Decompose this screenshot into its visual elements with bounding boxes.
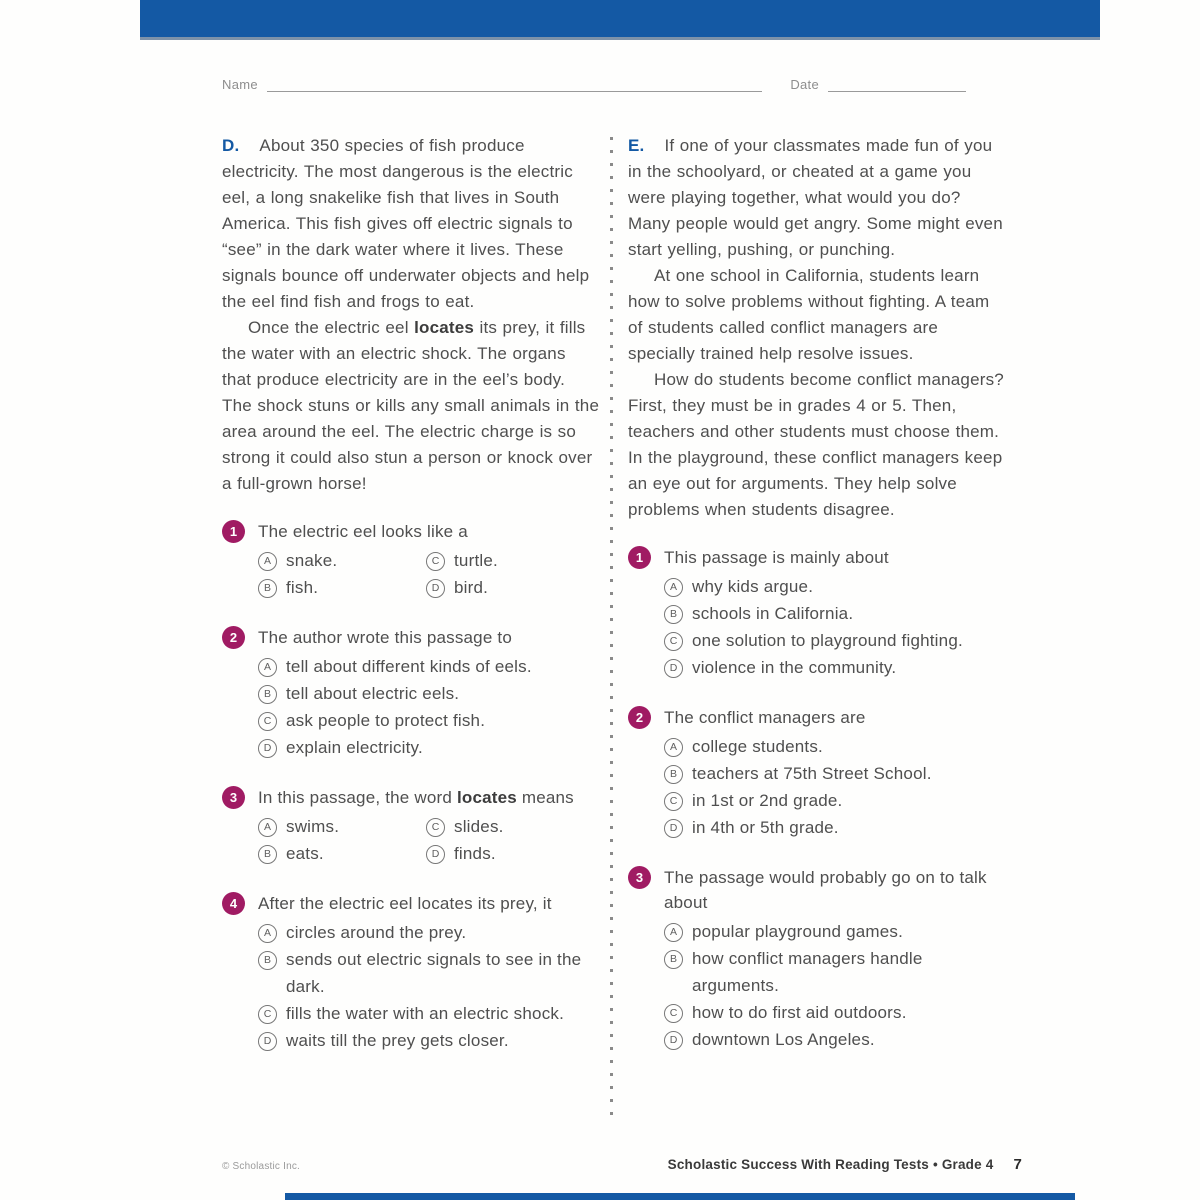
option-d [426, 574, 600, 601]
date-label: Date [790, 77, 819, 92]
option-letter-circle: B [664, 605, 683, 624]
date-blank-line [828, 76, 966, 92]
option-letter-circle: A [258, 924, 277, 943]
question-prompt: The electric eel looks like a [258, 522, 468, 541]
option-text: violence in the community. [692, 658, 897, 677]
option-a [664, 733, 1004, 760]
option-b [258, 946, 600, 1000]
option-b [664, 945, 1004, 999]
option-letter-circle: A [258, 552, 277, 571]
option-b [258, 840, 426, 867]
option-letter-circle: B [258, 951, 277, 970]
name-label: Name [222, 77, 258, 92]
option-text: waits till the prey gets closer. [286, 1031, 509, 1050]
option-a [258, 547, 426, 574]
section-letter: E. [628, 136, 645, 155]
option-letter-circle: C [664, 792, 683, 811]
option-letter-circle: D [426, 579, 445, 598]
option-d [664, 654, 1004, 681]
option-text: circles around the prey. [286, 923, 467, 942]
option-letter-circle: D [426, 845, 445, 864]
option-c [258, 707, 600, 734]
option-b [258, 574, 426, 601]
option-letter-circle: C [258, 712, 277, 731]
passage-paragraph: D. About 350 species of fish produce electricity. The most dangerous is the electric eel, a long snakelike fish that lives in South America. This fish gives off electric signals to “see” in the dark water where it lives. These signals bounce off underwater objects and help the eel find fish and frogs to eat. [222, 136, 590, 311]
option-text: eats. [286, 844, 324, 863]
option-letter-circle: B [664, 765, 683, 784]
question-1 [222, 519, 600, 601]
option-a [258, 919, 600, 946]
option-letter-circle: B [258, 685, 277, 704]
option-d [258, 734, 600, 761]
passage-paragraph: At one school in California, students learn how to solve problems without fighting. A team of students called conflict managers are specially trained help resolve issues. [628, 266, 990, 363]
option-text: college students. [692, 737, 823, 756]
option-text: downtown Los Angeles. [692, 1030, 875, 1049]
option-b [258, 680, 600, 707]
option-text: slides. [454, 817, 504, 836]
option-text: in 1st or 2nd grade. [692, 791, 843, 810]
option-d [426, 840, 600, 867]
question-4 [222, 891, 600, 1054]
option-text: bird. [454, 578, 489, 597]
question-1 [628, 545, 1004, 681]
question-prompt: After the electric eel locates its prey, it [258, 894, 552, 913]
question-prompt: The passage would probably go on to talk about [664, 868, 987, 912]
passage-paragraph: Once the electric eel locates its prey, it fills the water with an electric shock. The organs that produce electricity are in the eel’s body. The shock stuns or kills any small animals in the area around the eel. The electric charge is so strong it could also stun a person or knock over a full-grown horse! [222, 318, 600, 493]
question-number-badge: 3 [628, 866, 651, 889]
option-letter-circle: B [258, 845, 277, 864]
option-letter-circle: B [664, 950, 683, 969]
option-letter-circle: D [258, 1032, 277, 1051]
option-letter-circle: A [258, 818, 277, 837]
option-letter-circle: C [426, 552, 445, 571]
content-columns [222, 133, 1004, 1122]
option-text: ask people to protect fish. [286, 711, 486, 730]
option-c [664, 999, 1004, 1026]
name-date-row [222, 76, 966, 92]
option-letter-circle: A [664, 923, 683, 942]
option-a [664, 918, 1004, 945]
option-text: fish. [286, 578, 319, 597]
question-number-badge: 2 [222, 626, 245, 649]
question-3 [222, 785, 600, 867]
question-number-badge: 1 [222, 520, 245, 543]
section-e-paragraphs [628, 133, 1004, 523]
option-c [664, 787, 1004, 814]
copyright-text: © Scholastic Inc. [222, 1161, 301, 1172]
option-text: tell about electric eels. [286, 684, 460, 703]
option-letter-circle: D [664, 819, 683, 838]
question-number-badge: 3 [222, 786, 245, 809]
option-text: turtle. [454, 551, 498, 570]
question-3 [628, 865, 1004, 1053]
option-letter-circle: A [258, 658, 277, 677]
option-letter-circle: B [258, 579, 277, 598]
option-text: fills the water with an electric shock. [286, 1004, 565, 1023]
passage-paragraph: How do students become conflict managers? First, they must be in grades 4 or 5. Then, teachers and other students must choose them. In the playground, these conflict managers keep an eye out for arguments. They help solve problems when students disagree. [628, 370, 1004, 519]
option-d [664, 814, 1004, 841]
option-letter-circle: A [664, 578, 683, 597]
section-e-questions [628, 545, 1004, 1053]
option-letter-circle: C [664, 632, 683, 651]
option-text: schools in California. [692, 604, 854, 623]
option-letter-circle: D [258, 739, 277, 758]
option-a [664, 573, 1004, 600]
name-blank-line [267, 76, 762, 92]
section-e-column [628, 133, 1004, 1122]
dotted-divider [610, 137, 613, 1122]
option-text: sends out electric signals to see in the dark. [286, 950, 582, 996]
question-prompt: The conflict managers are [664, 708, 866, 727]
question-2 [628, 705, 1004, 841]
question-number-badge: 2 [628, 706, 651, 729]
option-text: one solution to playground fighting. [692, 631, 963, 650]
section-letter: D. [222, 136, 240, 155]
section-d-questions [222, 519, 600, 1054]
option-text: snake. [286, 551, 338, 570]
question-2 [222, 625, 600, 761]
option-a [258, 653, 600, 680]
page-number: 7 [1013, 1156, 1022, 1173]
book-title-text: Scholastic Success With Reading Tests • Grade 4 [667, 1157, 994, 1172]
question-prompt: The author wrote this passage to [258, 628, 512, 647]
question-number-badge: 1 [628, 546, 651, 569]
option-c [426, 813, 600, 840]
page-footer [222, 1156, 1022, 1173]
option-text: finds. [454, 844, 496, 863]
option-d [664, 1026, 1004, 1053]
option-b [664, 760, 1004, 787]
section-d-column [222, 133, 600, 1122]
option-text: tell about different kinds of eels. [286, 657, 532, 676]
question-prompt: This passage is mainly about [664, 548, 889, 567]
option-letter-circle: C [426, 818, 445, 837]
option-letter-circle: A [664, 738, 683, 757]
option-text: swims. [286, 817, 340, 836]
next-page-edge-bar [285, 1193, 1075, 1200]
option-text: how conflict managers handle arguments. [692, 949, 923, 995]
option-letter-circle: C [258, 1005, 277, 1024]
question-number-badge: 4 [222, 892, 245, 915]
option-c [258, 1000, 600, 1027]
option-letter-circle: D [664, 1031, 683, 1050]
question-prompt: In this passage, the word locates means [258, 788, 574, 807]
option-text: popular playground games. [692, 922, 904, 941]
passage-paragraph: E. If one of your classmates made fun of you in the schoolyard, or cheated at a game you were playing together, what would you do? Many people would get angry. Some might even start yelling, pushing, or punching. [628, 136, 1003, 259]
option-c [426, 547, 600, 574]
option-letter-circle: D [664, 659, 683, 678]
option-text: explain electricity. [286, 738, 423, 757]
option-text: how to do first aid outdoors. [692, 1003, 907, 1022]
option-d [258, 1027, 600, 1054]
option-text: in 4th or 5th grade. [692, 818, 839, 837]
top-header-bar [140, 0, 1100, 40]
option-b [664, 600, 1004, 627]
option-text: why kids argue. [692, 577, 814, 596]
option-a [258, 813, 426, 840]
section-d-paragraphs [222, 133, 600, 497]
option-letter-circle: C [664, 1004, 683, 1023]
book-title [668, 1156, 1022, 1173]
option-text: teachers at 75th Street School. [692, 764, 932, 783]
option-c [664, 627, 1004, 654]
